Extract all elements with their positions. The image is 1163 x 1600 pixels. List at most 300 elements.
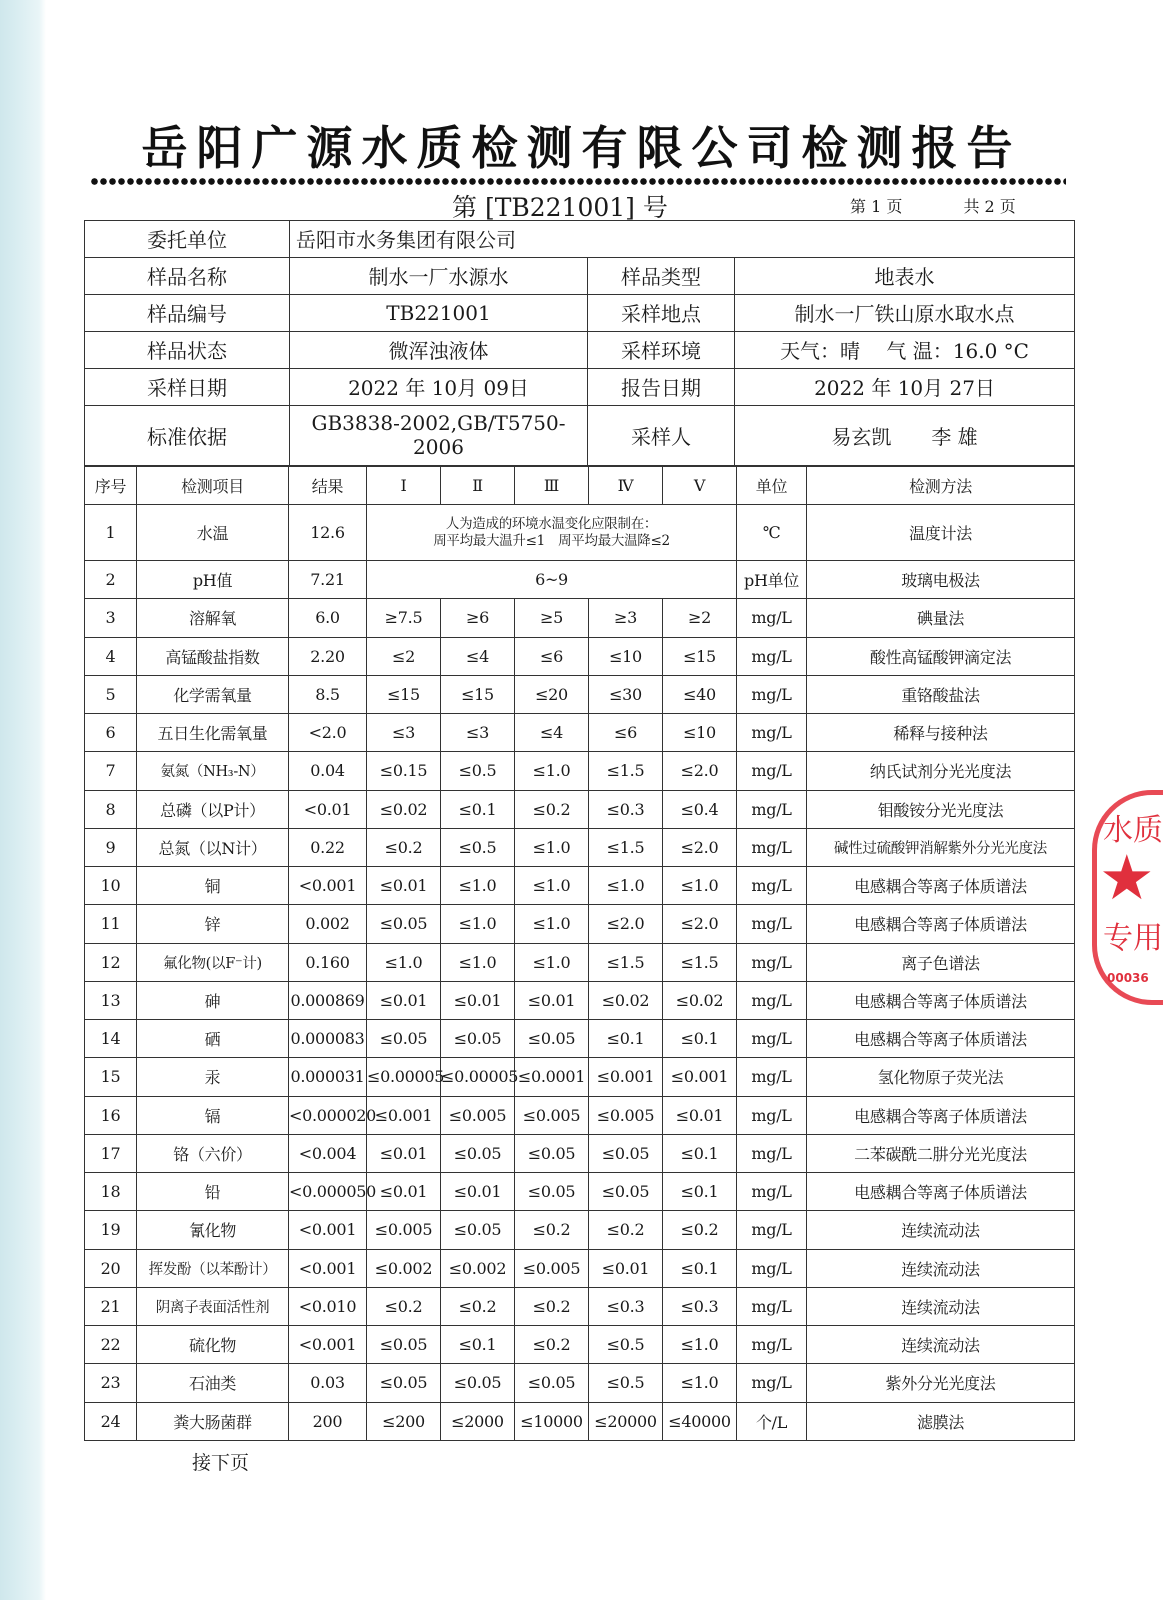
limit-class-2: ≤0.1 bbox=[441, 1326, 515, 1364]
limit-class-2: ≥6 bbox=[441, 599, 515, 637]
header-cell: 结果 bbox=[289, 467, 367, 505]
row-number: 23 bbox=[85, 1364, 137, 1402]
limit-class-1: ≤3 bbox=[367, 714, 441, 752]
test-item: 砷 bbox=[137, 981, 289, 1019]
sampler-label: 采样人 bbox=[588, 405, 735, 465]
test-item: 总磷（以P计） bbox=[137, 790, 289, 828]
scan-edge bbox=[0, 0, 46, 1600]
limit-class-4: ≤1.0 bbox=[589, 867, 663, 905]
unit: mg/L bbox=[737, 1058, 807, 1096]
test-item: 铬（六价） bbox=[137, 1134, 289, 1172]
table-row bbox=[85, 637, 1075, 675]
table-row bbox=[85, 943, 1075, 981]
test-method: 滤膜法 bbox=[807, 1402, 1075, 1440]
row-number: 11 bbox=[85, 905, 137, 943]
test-item: 锌 bbox=[137, 905, 289, 943]
limit-class-5: ≤0.3 bbox=[663, 1287, 737, 1325]
limit-class-1: ≤0.01 bbox=[367, 981, 441, 1019]
test-result: <0.001 bbox=[289, 1211, 367, 1249]
limit-class-3: ≤1.0 bbox=[515, 905, 589, 943]
limit-class-2: ≤0.01 bbox=[441, 981, 515, 1019]
limit-class-1: ≤15 bbox=[367, 675, 441, 713]
header-cell: 检测项目 bbox=[137, 467, 289, 505]
standard-value: GB3838-2002,GB/T5750-2006 bbox=[290, 405, 588, 465]
header-cell: Ⅳ bbox=[589, 467, 663, 505]
unit: mg/L bbox=[737, 637, 807, 675]
table-row bbox=[85, 599, 1075, 637]
table-row bbox=[85, 867, 1075, 905]
stamp-code: 00036 bbox=[1107, 971, 1149, 985]
sample-name-label: 样品名称 bbox=[85, 257, 290, 294]
test-result: 200 bbox=[289, 1402, 367, 1440]
limit-class-3: ≤0.2 bbox=[515, 1326, 589, 1364]
limit-class-4: ≤0.001 bbox=[589, 1058, 663, 1096]
limit-class-4: ≤0.5 bbox=[589, 1326, 663, 1364]
limit-note-line2: 周平均最大温升≤1 周平均最大温降≤2 bbox=[433, 532, 670, 549]
limit-class-5: ≤0.1 bbox=[663, 1134, 737, 1172]
test-result: <0.004 bbox=[289, 1134, 367, 1172]
table-row bbox=[85, 752, 1075, 790]
limit-class-1: ≤0.05 bbox=[367, 905, 441, 943]
table-row bbox=[85, 1326, 1075, 1364]
limit-class-5: ≤1.0 bbox=[663, 1326, 737, 1364]
row-number: 3 bbox=[85, 599, 137, 637]
test-item: 氟化物(以F⁻计) bbox=[137, 943, 289, 981]
test-result: 0.002 bbox=[289, 905, 367, 943]
limit-class-2: ≤0.05 bbox=[441, 1364, 515, 1402]
header-cell: 单位 bbox=[737, 467, 807, 505]
limit-class-3: ≤1.0 bbox=[515, 943, 589, 981]
limit-class-3: ≥5 bbox=[515, 599, 589, 637]
test-method: 连续流动法 bbox=[807, 1326, 1075, 1364]
limit-class-1: ≤0.05 bbox=[367, 1364, 441, 1402]
sample-type-value: 地表水 bbox=[735, 257, 1075, 294]
limit-class-1: ≤0.005 bbox=[367, 1211, 441, 1249]
test-result: 0.04 bbox=[289, 752, 367, 790]
report-title: 岳阳广源水质检测有限公司检测报告 bbox=[141, 121, 1022, 175]
unit: mg/L bbox=[737, 905, 807, 943]
limit-class-3: ≤0.0001 bbox=[515, 1058, 589, 1096]
limit-class-2: ≤0.2 bbox=[441, 1287, 515, 1325]
header-cell: Ⅴ bbox=[663, 467, 737, 505]
test-item: 总氮（以N计） bbox=[137, 828, 289, 866]
stamp-text-top: 水质 bbox=[1103, 813, 1163, 848]
limit-class-1: ≤0.05 bbox=[367, 1326, 441, 1364]
unit: mg/L bbox=[737, 1173, 807, 1211]
limit-class-4: ≤0.005 bbox=[589, 1096, 663, 1134]
unit: pH单位 bbox=[737, 561, 807, 599]
limit-class-5: ≤0.2 bbox=[663, 1211, 737, 1249]
test-result: 0.000083 bbox=[289, 1020, 367, 1058]
test-method: 钼酸铵分光光度法 bbox=[807, 790, 1075, 828]
test-item: 汞 bbox=[137, 1058, 289, 1096]
test-result: 0.000031 bbox=[289, 1058, 367, 1096]
ph-limit: 6~9 bbox=[367, 561, 737, 599]
test-result: 0.22 bbox=[289, 828, 367, 866]
limit-class-4: ≤20000 bbox=[589, 1402, 663, 1440]
results-table bbox=[84, 466, 1075, 1441]
test-method: 氢化物原子荧光法 bbox=[807, 1058, 1075, 1096]
limit-class-2: ≤0.05 bbox=[441, 1020, 515, 1058]
test-item: 石油类 bbox=[137, 1364, 289, 1402]
test-item: pH值 bbox=[137, 561, 289, 599]
limit-class-4: ≤1.5 bbox=[589, 943, 663, 981]
test-result: 6.0 bbox=[289, 599, 367, 637]
table-row bbox=[85, 1173, 1075, 1211]
sampler-value: 易玄凯 李 雄 bbox=[735, 405, 1075, 465]
row-number: 8 bbox=[85, 790, 137, 828]
row-number: 19 bbox=[85, 1211, 137, 1249]
limit-class-1: ≤0.05 bbox=[367, 1020, 441, 1058]
unit: mg/L bbox=[737, 1364, 807, 1402]
unit: mg/L bbox=[737, 1134, 807, 1172]
unit: mg/L bbox=[737, 1096, 807, 1134]
limit-class-4: ≤0.3 bbox=[589, 1287, 663, 1325]
limit-class-1: ≥7.5 bbox=[367, 599, 441, 637]
limit-class-3: ≤0.005 bbox=[515, 1249, 589, 1287]
table-row bbox=[85, 1020, 1075, 1058]
unit: mg/L bbox=[737, 1211, 807, 1249]
row-number: 21 bbox=[85, 1287, 137, 1325]
limit-class-5: ≤40000 bbox=[663, 1402, 737, 1440]
table-row bbox=[85, 981, 1075, 1019]
limit-class-3: ≤10000 bbox=[515, 1402, 589, 1440]
limit-class-4: ≤0.01 bbox=[589, 1249, 663, 1287]
row-number: 22 bbox=[85, 1326, 137, 1364]
limit-class-2: ≤4 bbox=[441, 637, 515, 675]
row-number: 16 bbox=[85, 1096, 137, 1134]
limit-class-5: ≤40 bbox=[663, 675, 737, 713]
limit-class-3: ≤0.005 bbox=[515, 1096, 589, 1134]
limit-class-3: ≤1.0 bbox=[515, 752, 589, 790]
continued-note: 接下页 bbox=[192, 1452, 250, 1474]
limit-class-1: ≤1.0 bbox=[367, 943, 441, 981]
limit-class-2: ≤3 bbox=[441, 714, 515, 752]
limit-class-3: ≤1.0 bbox=[515, 828, 589, 866]
limit-class-4: ≤0.2 bbox=[589, 1211, 663, 1249]
unit: mg/L bbox=[737, 675, 807, 713]
limit-class-2: ≤0.5 bbox=[441, 752, 515, 790]
limit-class-3: ≤1.0 bbox=[515, 867, 589, 905]
test-result: 0.160 bbox=[289, 943, 367, 981]
limit-class-2: ≤0.00005 bbox=[441, 1058, 515, 1096]
limit-class-4: ≤30 bbox=[589, 675, 663, 713]
limit-class-5: ≤0.02 bbox=[663, 981, 737, 1019]
sample-no-value: TB221001 bbox=[290, 294, 588, 331]
test-method: 电感耦合等离子体质谱法 bbox=[807, 1096, 1075, 1134]
limit-class-5: ≥2 bbox=[663, 599, 737, 637]
test-item: 粪大肠菌群 bbox=[137, 1402, 289, 1440]
test-method: 重铬酸盐法 bbox=[807, 675, 1075, 713]
test-method: 电感耦合等离子体质谱法 bbox=[807, 981, 1075, 1019]
limit-class-2: ≤15 bbox=[441, 675, 515, 713]
test-method: 离子色谱法 bbox=[807, 943, 1075, 981]
row-number: 20 bbox=[85, 1249, 137, 1287]
limit-class-2: ≤1.0 bbox=[441, 943, 515, 981]
test-result: 2.20 bbox=[289, 637, 367, 675]
standard-label: 标准依据 bbox=[85, 405, 290, 465]
row-number: 1 bbox=[85, 505, 137, 561]
limit-class-3: ≤0.05 bbox=[515, 1364, 589, 1402]
limit-class-3: ≤20 bbox=[515, 675, 589, 713]
row-number: 18 bbox=[85, 1173, 137, 1211]
limit-class-5: ≤10 bbox=[663, 714, 737, 752]
test-item: 阴离子表面活性剂 bbox=[137, 1287, 289, 1325]
limit-class-5: ≤1.0 bbox=[663, 1364, 737, 1402]
sample-no-label: 样品编号 bbox=[85, 294, 290, 331]
report-number: 第 [TB221001] 号 bbox=[452, 193, 668, 222]
test-method: 紫外分光光度法 bbox=[807, 1364, 1075, 1402]
test-result: 8.5 bbox=[289, 675, 367, 713]
unit: mg/L bbox=[737, 1249, 807, 1287]
test-result: <0.001 bbox=[289, 1326, 367, 1364]
limit-class-2: ≤1.0 bbox=[441, 905, 515, 943]
header-cell: Ⅱ bbox=[441, 467, 515, 505]
row-number: 4 bbox=[85, 637, 137, 675]
limit-class-2: ≤0.002 bbox=[441, 1249, 515, 1287]
test-method: 电感耦合等离子体质谱法 bbox=[807, 1173, 1075, 1211]
table-row bbox=[85, 561, 1075, 599]
limit-class-1: ≤0.01 bbox=[367, 1134, 441, 1172]
limit-class-5: ≤1.0 bbox=[663, 867, 737, 905]
row-number: 9 bbox=[85, 828, 137, 866]
test-result: <2.0 bbox=[289, 714, 367, 752]
test-result: 0.000869 bbox=[289, 981, 367, 1019]
row-number: 6 bbox=[85, 714, 137, 752]
table-row bbox=[85, 1364, 1075, 1402]
header-cell: Ⅲ bbox=[515, 467, 589, 505]
header-cell: 序号 bbox=[85, 467, 137, 505]
limit-class-4: ≤0.5 bbox=[589, 1364, 663, 1402]
official-stamp bbox=[1092, 790, 1163, 1005]
test-method: 电感耦合等离子体质谱法 bbox=[807, 867, 1075, 905]
stamp-text-bottom: 专用 bbox=[1103, 921, 1163, 956]
test-item: 铜 bbox=[137, 867, 289, 905]
test-method: 玻璃电极法 bbox=[807, 561, 1075, 599]
limit-class-1: ≤0.01 bbox=[367, 1173, 441, 1211]
sampling-site-label: 采样地点 bbox=[588, 294, 735, 331]
table-row bbox=[85, 675, 1075, 713]
table-row bbox=[85, 714, 1075, 752]
limit-class-1: ≤0.001 bbox=[367, 1096, 441, 1134]
limit-class-2: ≤0.05 bbox=[441, 1134, 515, 1172]
limit-class-5: ≤0.1 bbox=[663, 1020, 737, 1058]
unit: mg/L bbox=[737, 1326, 807, 1364]
header-cell: Ⅰ bbox=[367, 467, 441, 505]
limit-class-3: ≤0.2 bbox=[515, 1211, 589, 1249]
header-cell: 检测方法 bbox=[807, 467, 1075, 505]
sample-state-label: 样品状态 bbox=[85, 331, 290, 368]
sampling-date-label: 采样日期 bbox=[85, 368, 290, 405]
limit-class-1: ≤0.2 bbox=[367, 828, 441, 866]
test-result: 7.21 bbox=[289, 561, 367, 599]
test-method: 温度计法 bbox=[807, 505, 1075, 561]
limit-class-4: ≤1.5 bbox=[589, 752, 663, 790]
test-item: 溶解氧 bbox=[137, 599, 289, 637]
table-row bbox=[85, 1096, 1075, 1134]
table-row bbox=[85, 1134, 1075, 1172]
sampling-env-label: 采样环境 bbox=[588, 331, 735, 368]
sampling-site-value: 制水一厂铁山原水取水点 bbox=[735, 294, 1075, 331]
temperature-limit-note bbox=[367, 505, 737, 561]
page-total: 共 2 页 bbox=[963, 197, 1016, 216]
page-info bbox=[850, 194, 1022, 217]
unit: mg/L bbox=[737, 599, 807, 637]
test-method: 碱性过硫酸钾消解紫外分光光度法 bbox=[807, 828, 1075, 866]
test-result: <0.01 bbox=[289, 790, 367, 828]
limit-class-2: ≤0.005 bbox=[441, 1096, 515, 1134]
test-result: <0.000050 bbox=[289, 1173, 367, 1211]
stamp-star-icon: ★ bbox=[1099, 841, 1155, 914]
limit-class-3: ≤0.05 bbox=[515, 1134, 589, 1172]
test-item: 化学需氧量 bbox=[137, 675, 289, 713]
limit-class-4: ≤1.5 bbox=[589, 828, 663, 866]
table-row bbox=[85, 790, 1075, 828]
limit-class-5: ≤0.1 bbox=[663, 1249, 737, 1287]
limit-class-4: ≤0.05 bbox=[589, 1134, 663, 1172]
limit-class-5: ≤2.0 bbox=[663, 828, 737, 866]
sample-info-table bbox=[84, 220, 1075, 466]
limit-class-1: ≤0.002 bbox=[367, 1249, 441, 1287]
unit: mg/L bbox=[737, 981, 807, 1019]
limit-note-line1: 人为造成的环境水温变化应限制在： bbox=[445, 515, 658, 532]
test-result: <0.001 bbox=[289, 867, 367, 905]
limit-class-5: ≤2.0 bbox=[663, 905, 737, 943]
limit-class-4: ≤6 bbox=[589, 714, 663, 752]
test-item: 水温 bbox=[137, 505, 289, 561]
unit: mg/L bbox=[737, 752, 807, 790]
row-number: 10 bbox=[85, 867, 137, 905]
client-label: 委托单位 bbox=[85, 221, 290, 258]
table-row bbox=[85, 828, 1075, 866]
test-item: 高锰酸盐指数 bbox=[137, 637, 289, 675]
table-row bbox=[85, 1058, 1075, 1096]
limit-class-5: ≤2.0 bbox=[663, 752, 737, 790]
report-date-value: 2022 年 10月 27日 bbox=[735, 368, 1075, 405]
row-number: 24 bbox=[85, 1402, 137, 1440]
table-row bbox=[85, 1402, 1075, 1440]
limit-class-5: ≤1.5 bbox=[663, 943, 737, 981]
limit-class-5: ≤0.001 bbox=[663, 1058, 737, 1096]
row-number: 2 bbox=[85, 561, 137, 599]
test-result: 0.03 bbox=[289, 1364, 367, 1402]
test-result: <0.000020 bbox=[289, 1096, 367, 1134]
sampling-env-value: 天气：晴 气 温：16.0 °C bbox=[735, 331, 1075, 368]
row-number: 13 bbox=[85, 981, 137, 1019]
row-number: 12 bbox=[85, 943, 137, 981]
unit: mg/L bbox=[737, 714, 807, 752]
test-method: 连续流动法 bbox=[807, 1211, 1075, 1249]
row-number: 14 bbox=[85, 1020, 137, 1058]
test-method: 二苯碳酰二肼分光光度法 bbox=[807, 1134, 1075, 1172]
limit-class-5: ≤0.4 bbox=[663, 790, 737, 828]
limit-class-4: ≥3 bbox=[589, 599, 663, 637]
test-result: <0.001 bbox=[289, 1249, 367, 1287]
client-value: 岳阳市水务集团有限公司 bbox=[290, 221, 1075, 258]
test-item: 镉 bbox=[137, 1096, 289, 1134]
sample-state-value: 微浑浊液体 bbox=[290, 331, 588, 368]
sample-type-label: 样品类型 bbox=[588, 257, 735, 294]
limit-class-4: ≤0.3 bbox=[589, 790, 663, 828]
limit-class-5: ≤15 bbox=[663, 637, 737, 675]
test-item: 铅 bbox=[137, 1173, 289, 1211]
row-number: 7 bbox=[85, 752, 137, 790]
header-row bbox=[85, 467, 1075, 505]
row-number: 5 bbox=[85, 675, 137, 713]
limit-class-1: ≤0.00005 bbox=[367, 1058, 441, 1096]
unit: mg/L bbox=[737, 828, 807, 866]
limit-class-1: ≤200 bbox=[367, 1402, 441, 1440]
report-date-label: 报告日期 bbox=[588, 368, 735, 405]
limit-class-3: ≤0.01 bbox=[515, 981, 589, 1019]
unit: mg/L bbox=[737, 1020, 807, 1058]
limit-class-3: ≤0.2 bbox=[515, 790, 589, 828]
test-method: 连续流动法 bbox=[807, 1287, 1075, 1325]
limit-class-1: ≤0.15 bbox=[367, 752, 441, 790]
limit-class-4: ≤2.0 bbox=[589, 905, 663, 943]
limit-class-3: ≤6 bbox=[515, 637, 589, 675]
limit-class-5: ≤0.1 bbox=[663, 1173, 737, 1211]
limit-class-1: ≤0.2 bbox=[367, 1287, 441, 1325]
table-row bbox=[85, 905, 1075, 943]
test-method: 稀释与接种法 bbox=[807, 714, 1075, 752]
limit-class-3: ≤0.05 bbox=[515, 1173, 589, 1211]
limit-class-2: ≤2000 bbox=[441, 1402, 515, 1440]
limit-class-2: ≤0.5 bbox=[441, 828, 515, 866]
test-method: 连续流动法 bbox=[807, 1249, 1075, 1287]
unit: ℃ bbox=[737, 505, 807, 561]
test-method: 电感耦合等离子体质谱法 bbox=[807, 1020, 1075, 1058]
limit-class-4: ≤0.1 bbox=[589, 1020, 663, 1058]
test-method: 电感耦合等离子体质谱法 bbox=[807, 905, 1075, 943]
limit-class-4: ≤10 bbox=[589, 637, 663, 675]
sample-name-value: 制水一厂水源水 bbox=[290, 257, 588, 294]
test-method: 纳氏试剂分光光度法 bbox=[807, 752, 1075, 790]
limit-class-2: ≤0.05 bbox=[441, 1211, 515, 1249]
limit-class-3: ≤4 bbox=[515, 714, 589, 752]
row-number: 17 bbox=[85, 1134, 137, 1172]
unit: mg/L bbox=[737, 867, 807, 905]
table-row bbox=[85, 1249, 1075, 1287]
limit-class-1: ≤2 bbox=[367, 637, 441, 675]
limit-class-3: ≤0.2 bbox=[515, 1287, 589, 1325]
limit-class-1: ≤0.02 bbox=[367, 790, 441, 828]
unit: mg/L bbox=[737, 943, 807, 981]
test-method: 碘量法 bbox=[807, 599, 1075, 637]
test-result: <0.010 bbox=[289, 1287, 367, 1325]
test-item: 氨氮（NH₃-N） bbox=[137, 752, 289, 790]
test-item: 硫化物 bbox=[137, 1326, 289, 1364]
limit-class-1: ≤0.01 bbox=[367, 867, 441, 905]
limit-class-4: ≤0.02 bbox=[589, 981, 663, 1019]
limit-class-5: ≤0.01 bbox=[663, 1096, 737, 1134]
table-row bbox=[85, 1287, 1075, 1325]
unit: mg/L bbox=[737, 790, 807, 828]
test-item: 五日生化需氧量 bbox=[137, 714, 289, 752]
row-number: 15 bbox=[85, 1058, 137, 1096]
test-item: 挥发酚（以苯酚计） bbox=[137, 1249, 289, 1287]
sampling-date-value: 2022 年 10月 09日 bbox=[290, 368, 588, 405]
test-result: 12.6 bbox=[289, 505, 367, 561]
limit-class-2: ≤0.1 bbox=[441, 790, 515, 828]
limit-class-4: ≤0.05 bbox=[589, 1173, 663, 1211]
page-current: 第 1 页 bbox=[850, 197, 903, 216]
limit-class-2: ≤1.0 bbox=[441, 867, 515, 905]
test-item: 氰化物 bbox=[137, 1211, 289, 1249]
test-method: 酸性高锰酸钾滴定法 bbox=[807, 637, 1075, 675]
table-row bbox=[85, 1211, 1075, 1249]
test-item: 硒 bbox=[137, 1020, 289, 1058]
